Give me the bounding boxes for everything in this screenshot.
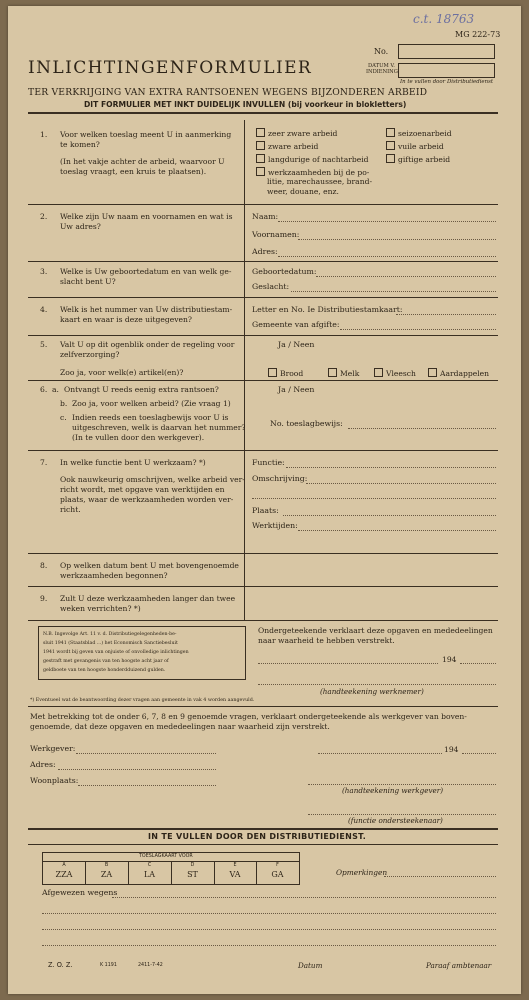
col-code-za[interactable]: ZA [100,870,113,879]
q8-number: 8. [40,561,48,570]
voornamen-field[interactable] [298,239,496,240]
gemeente-label: Gemeente van afgifte: [252,320,340,329]
option-seizoenarbeid[interactable]: seizoenarbeid [386,128,452,139]
checkbox[interactable] [256,128,265,137]
employer-place-date-field[interactable] [318,753,442,754]
col-code-va[interactable]: VA [229,870,241,879]
omschrijving-label: Omschrijving: [252,474,308,483]
woonplaats-label: Woonplaats: [30,776,79,785]
datum-label: DATUM V. [368,63,395,69]
section-rule [28,844,498,845]
afgewezen-label: Afgewezen wegens [42,888,118,897]
geboortedatum-field[interactable] [316,276,496,277]
checkbox[interactable] [256,141,265,150]
q4-text: Welk is het nummer van Uw distributiestam- [60,305,233,314]
omschrijving-field[interactable] [306,483,496,484]
stamkaart-field[interactable] [396,314,496,315]
row-divider [28,380,498,381]
werktijden-field[interactable] [298,530,496,531]
q5-text: Valt U op dit ogenblik onder de regeling voor [60,340,235,349]
col-letter: D [190,863,195,868]
year-field[interactable] [460,663,496,664]
q7-text: richt wordt, met opgave van werktijden en [60,485,225,494]
row-divider [28,553,498,554]
row-divider [28,620,498,621]
place-date-field[interactable] [258,663,438,664]
q7-text: In welke functie bent U werkzaam? *) [60,458,206,467]
adres-label: Adres: [252,247,278,256]
option-zeer-zware-arbeid[interactable]: zeer zware arbeid [256,128,337,139]
q1-text: Voor welken toeslag meent U in aanmerking [60,130,232,139]
q2-text: Welke zijn Uw naam en voornamen en wat is [60,212,233,221]
invullen-note: In te vullen door Distributiedienst [400,79,494,85]
function-label: (functie ondersteekenaar) [348,816,443,825]
geboortedatum-label: Geboortedatum: [252,267,317,276]
plaats-label: Plaats: [252,506,279,515]
opmerkingen-field[interactable] [384,876,496,877]
q6a-letter: a. [52,385,59,394]
year-label: 194 [444,745,459,754]
q3-number: 3. [40,267,48,276]
q9-number: 9. [40,594,48,603]
indiening-label: INDIENING [366,69,398,75]
plaats-field[interactable] [283,515,496,516]
function-field[interactable] [308,814,496,815]
section-rule [28,706,498,707]
omschrijving-field[interactable] [252,498,496,499]
q2-number: 2. [40,212,48,221]
checkbox[interactable] [428,368,437,377]
q3-text: slacht bent U? [60,277,116,286]
nb-line: geldboete van ten hoogste honderdduizend gulden. [43,668,166,673]
q7-text: Ook nauwkeurig omschrijven, welke arbeid ver- [60,475,245,484]
nb-line: 1941 wordt bij geven van onjuiste of onvolledige inlichtingen [43,650,189,655]
q6b-text: Zoo ja, voor welken arbeid? (Zie vraag 1) [72,399,231,408]
option-politie-text: weer, douane, enz. [267,187,339,196]
checkbox[interactable] [386,128,395,137]
footer-paraaf: Paraaf ambtenaar [426,961,492,970]
checkbox[interactable] [386,154,395,163]
col-letter: E [233,863,237,868]
column-divider [244,120,245,620]
header-rule [28,112,498,114]
year-label: 194 [442,655,457,664]
geslacht-label: Geslacht: [252,282,290,291]
werktijden-label: Werktijden: [252,521,298,530]
functie-field[interactable] [286,467,496,468]
q2-text: Uw adres? [60,222,101,231]
checkbox[interactable] [256,154,265,163]
q5-ja-neen[interactable]: Ja / Neen [278,340,315,349]
q6c-text: (In te vullen door den werkgever). [72,433,205,442]
dienst-title: IN TE VULLEN DOOR DEN DISTRIBUTIEDIENST. [148,832,367,841]
row-divider [28,204,498,205]
option-nachtarbeid[interactable]: langdurige of nachtarbeid [256,154,369,165]
q1-text: (In het vakje achter de arbeid, waarvoor U [60,157,225,166]
employer-declaration: genoemde, dat deze opgaven en mededeelingen naar waarheid zijn verstrekt. [30,722,330,731]
item-vleesch[interactable]: Vleesch [374,368,416,379]
q9-text: weken verrichten? *) [60,604,141,613]
q6c-text: Indien reeds een toeslagbewijs voor U is [72,413,229,422]
item-brood[interactable]: Brood [268,368,303,379]
item-melk[interactable]: Melk [328,368,359,379]
declaration-text: naar waarheid te hebben verstrekt. [258,636,395,645]
form-subtitle: TER VERKRIJGING VAN EXTRA RANTSOENEN WEGENS BIJZONDEREN ARBEID [28,87,428,98]
q4-text: kaart en waar is deze uitgegeven? [60,315,192,324]
footnote: *) Eventueel wat de beantwoording dezer vragen aan gemeente in vak 4 worden aangevuld. [30,698,255,703]
option-giftige-arbeid[interactable]: giftige arbeid [386,154,450,165]
footer-datum: Datum [298,961,323,970]
q5-text: zelfverzorging? [60,350,120,359]
werkgever-label: Werkgever: [30,744,76,753]
option-zware-arbeid[interactable]: zware arbeid [256,141,318,152]
q5-text: Zoo ja, voor welk(e) artikel(en)? [60,368,184,377]
footer-code: 2411-7-42 [138,963,163,968]
afgewezen-field[interactable] [112,897,496,898]
col-code-st[interactable]: ST [187,870,198,879]
q3-text: Welke is Uw geboortedatum en van welk ge- [60,267,232,276]
toeslagbewijs-label: No. toeslagbewijs: [270,419,343,428]
woonplaats-field[interactable] [78,785,216,786]
q8-text: werkzaamheden begonnen? [60,571,168,580]
checkbox[interactable] [328,368,337,377]
opmerkingen-label: Opmerkingen [336,868,388,877]
employer-declaration: Met betrekking tot de onder 6, 7, 8 en 9 genoemde vragen, verklaart ondergeteekende als werkgever van boven- [30,712,467,721]
col-code-zza[interactable]: ZZA [55,870,73,879]
toeslagbewijs-field[interactable] [348,428,496,429]
section-rule [28,828,498,830]
q8-text: Op welken datum bent U met bovengenoemde [60,561,239,570]
q5-number: 5. [40,340,48,349]
checkbox[interactable] [374,368,383,377]
row-divider [28,335,498,336]
col-letter: A [62,863,66,868]
afgewezen-field[interactable] [42,929,496,930]
form-title: INLICHTINGENFORMULIER [28,58,313,78]
col-code-la[interactable]: LA [143,870,156,879]
q1-text: toeslag vraagt, een kruis te plaatsen). [60,167,207,176]
werkgever-field[interactable] [76,753,216,754]
employer-signature-label: (handteekening werkgever) [342,786,444,795]
adres-field[interactable] [278,256,496,257]
toeslag-header: TOESLAGKAART VOOR [139,854,193,859]
q6b-letter: b. [60,399,68,408]
form-code: MG 222-73 [455,30,501,39]
col-letter: F [276,863,279,868]
q7-text: plaats, waar de werkzaamheden worden ver- [60,495,234,504]
nb-warning-box [38,626,246,680]
option-politie-text: litie, marechaussee, brand- [267,177,373,186]
declaration-text: Ondergeteekende verklaart deze opgaven en mededeelingen [258,626,493,635]
nb-line: N.B. Ingevolge Art. 11 v. d. Distributiegelegenheden-be- [43,632,177,637]
afgewezen-field[interactable] [42,945,496,946]
q4-number: 4. [40,305,48,314]
naam-field[interactable] [278,221,496,222]
stamkaart-label: Letter en No. Ie Distributiestamkaart: [252,305,403,314]
form-sheet [8,6,521,994]
row-divider [28,297,498,298]
q7-number: 7. [40,458,48,467]
q9-text: Zult U deze werkzaamheden langer dan twee [60,594,236,603]
employer-adres-label: Adres: [30,760,56,769]
checkbox[interactable] [268,368,277,377]
nb-line: sluit 1941 (Staatsblad ...) het Economisch Sanctiebesluit [43,641,178,646]
q1-number: 1. [40,130,48,139]
q6a-text: Ontvangt U reeds eenig extra rantsoen? [64,385,219,394]
option-vuile-arbeid[interactable]: vuile arbeid [386,141,444,152]
year-field[interactable] [462,753,496,754]
no-label: No. [374,47,389,56]
no-field[interactable] [398,44,495,59]
footer-zoz: Z. O. Z. [48,961,73,969]
row-divider [28,450,498,451]
worker-signature-field[interactable] [258,684,496,685]
employer-adres-field[interactable] [58,769,216,770]
worker-signature-label: (handteekening werknemer) [320,687,424,696]
footer-code: K 1191 [100,963,117,968]
option-politie[interactable]: werkzaamheden bij de po- [256,167,369,178]
toeslag-table [42,852,300,885]
afgewezen-field[interactable] [42,913,496,914]
nb-line: gestraft met gevangenis van ten hoogste acht jaar of [43,659,169,664]
voornamen-label: Voornamen: [252,230,300,239]
col-letter: B [104,863,109,868]
checkbox[interactable] [256,167,265,176]
item-aardappelen[interactable]: Aardappelen [428,368,489,379]
gemeente-field[interactable] [340,329,496,330]
employer-signature-field[interactable] [308,784,496,785]
row-divider [28,261,498,262]
q6-number: 6. [40,385,48,394]
q1-text: te komen? [60,140,100,149]
q6-ja-neen[interactable]: Ja / Neen [278,385,315,394]
handwritten-reference: c.t. 18763 [413,12,475,26]
checkbox[interactable] [386,141,395,150]
q7-text: richt. [60,505,81,514]
form-instruction: DIT FORMULIER MET INKT DUIDELIJK INVULLEN (bij voorkeur in blokletters) [84,100,407,109]
col-code-ga[interactable]: GA [271,870,284,879]
datum-field[interactable] [398,63,495,78]
functie-label: Functie: [252,458,285,467]
q6c-letter: c. [60,413,67,422]
geslacht-field[interactable] [291,291,496,292]
q6c-text: uitgeschreven, welk is daarvan het nummer? [72,423,246,432]
col-letter: C [147,863,152,868]
naam-label: Naam: [252,212,279,221]
row-divider [28,586,498,587]
